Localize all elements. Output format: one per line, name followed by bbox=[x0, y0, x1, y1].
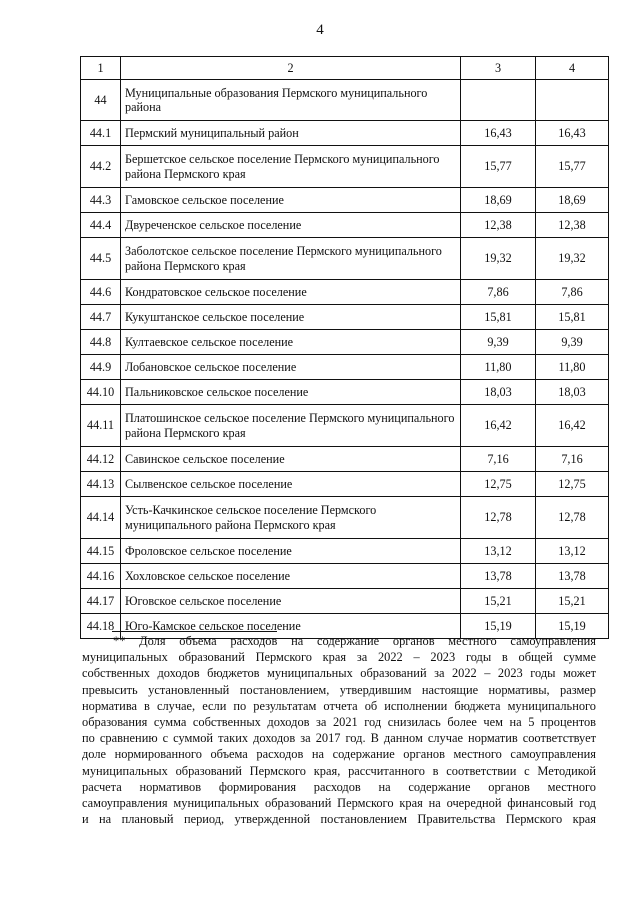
footnote-line: и на плановый период, утвержденной постановлением Правительства Пермского края bbox=[82, 812, 596, 827]
row-name-cell: Платошинское сельское поселение Пермского муниципального района Пермского края bbox=[121, 405, 461, 447]
norms-table bbox=[80, 56, 609, 639]
value-col4-cell: 12,78 bbox=[536, 497, 609, 539]
footnote-divider bbox=[112, 631, 277, 632]
row-name-cell: Кукуштанское сельское поселение bbox=[121, 305, 461, 330]
table-row bbox=[81, 146, 609, 188]
value-col3-cell: 15,77 bbox=[461, 146, 536, 188]
table-row bbox=[81, 188, 609, 213]
footnote-line: муниципальных образований Пермского края, рассчитанного в соответствии с Методикой bbox=[82, 763, 596, 778]
value-col3-cell: 7,16 bbox=[461, 447, 536, 472]
row-number-cell: 44.5 bbox=[81, 238, 121, 280]
table-row bbox=[81, 80, 609, 121]
value-col4-cell: 13,78 bbox=[536, 564, 609, 589]
row-name-cell: Двуреченское сельское поселение bbox=[121, 213, 461, 238]
header-cell: 1 bbox=[81, 57, 121, 80]
row-name-cell: Хохловское сельское поселение bbox=[121, 564, 461, 589]
header-cell: 2 bbox=[121, 57, 461, 80]
row-name-cell: Бершетское сельское поселение Пермского муниципального района Пермского края bbox=[121, 146, 461, 188]
value-col3-cell: 13,12 bbox=[461, 539, 536, 564]
value-col3-cell: 18,69 bbox=[461, 188, 536, 213]
value-col3-cell: 15,81 bbox=[461, 305, 536, 330]
value-col3-cell: 16,42 bbox=[461, 405, 536, 447]
row-number-cell: 44.3 bbox=[81, 188, 121, 213]
value-col4-cell: 18,69 bbox=[536, 188, 609, 213]
value-col3-cell: 15,19 bbox=[461, 614, 536, 639]
table-row bbox=[81, 355, 609, 380]
value-col3-cell: 11,80 bbox=[461, 355, 536, 380]
row-number-cell: 44.7 bbox=[81, 305, 121, 330]
value-col3-cell: 13,78 bbox=[461, 564, 536, 589]
value-col4-cell: 12,75 bbox=[536, 472, 609, 497]
row-number-cell: 44.10 bbox=[81, 380, 121, 405]
footnote-line: муниципальных образований Пермского края за 2022 – 2023 годы в общей сумме bbox=[82, 650, 596, 665]
table-row bbox=[81, 280, 609, 305]
value-col4-cell: 15,21 bbox=[536, 589, 609, 614]
table-header-row bbox=[81, 57, 609, 80]
row-number-cell: 44.11 bbox=[81, 405, 121, 447]
table-row bbox=[81, 564, 609, 589]
value-col4-cell: 15,81 bbox=[536, 305, 609, 330]
footnote-line: по сравнению с суммой таких доходов за 2017 год. В данном случае норматив соответствует bbox=[82, 731, 596, 746]
row-number-cell: 44.18 bbox=[81, 614, 121, 639]
row-number-cell: 44.2 bbox=[81, 146, 121, 188]
value-col3-cell: 9,39 bbox=[461, 330, 536, 355]
value-col4-cell: 16,43 bbox=[536, 121, 609, 146]
footnote-line: образования сумма собственных доходов за 2021 год снизилась более чем на 5 процентов bbox=[82, 715, 596, 730]
row-number-cell: 44.9 bbox=[81, 355, 121, 380]
table-row bbox=[81, 497, 609, 539]
row-number-cell: 44.13 bbox=[81, 472, 121, 497]
row-name-cell: Пальниковское сельское поселение bbox=[121, 380, 461, 405]
value-col4-cell: 13,12 bbox=[536, 539, 609, 564]
row-name-cell: Фроловское сельское поселение bbox=[121, 539, 461, 564]
value-col4-cell: 7,86 bbox=[536, 280, 609, 305]
row-name-cell: Юговское сельское поселение bbox=[121, 589, 461, 614]
value-col3-cell: 18,03 bbox=[461, 380, 536, 405]
value-col4-cell: 11,80 bbox=[536, 355, 609, 380]
table-row bbox=[81, 589, 609, 614]
footnote-line: норматива в случае, если по результатам отчета об исполнении бюджета муниципального bbox=[82, 698, 596, 713]
footnote-line: собственных доходов бюджетов муниципальных образований за 2022 – 2023 годы может bbox=[82, 666, 596, 681]
table-row bbox=[81, 305, 609, 330]
row-number-cell: 44.12 bbox=[81, 447, 121, 472]
row-number-cell: 44.4 bbox=[81, 213, 121, 238]
value-col3-cell: 16,43 bbox=[461, 121, 536, 146]
row-number-cell: 44.15 bbox=[81, 539, 121, 564]
table-row bbox=[81, 213, 609, 238]
value-col4-cell bbox=[536, 80, 609, 121]
table-row bbox=[81, 238, 609, 280]
row-number-cell: 44.1 bbox=[81, 121, 121, 146]
value-col4-cell: 16,42 bbox=[536, 405, 609, 447]
row-number-cell: 44.17 bbox=[81, 589, 121, 614]
row-number-cell: 44.8 bbox=[81, 330, 121, 355]
footnote bbox=[82, 633, 596, 827]
footnote-line: самоуправления муниципальных образований Пермского края на очередной финансовый год bbox=[82, 796, 596, 811]
page-number: 4 bbox=[316, 22, 324, 38]
header-cell: 3 bbox=[461, 57, 536, 80]
header-cell: 4 bbox=[536, 57, 609, 80]
value-col4-cell: 7,16 bbox=[536, 447, 609, 472]
value-col4-cell: 15,19 bbox=[536, 614, 609, 639]
footnote-line: превысить установленный постановлением, утвердившим настоящие нормативы, размер bbox=[82, 682, 596, 697]
footnote-line: расчета нормативов формирования расходов на содержание органов местного bbox=[82, 779, 596, 794]
table-row bbox=[81, 405, 609, 447]
value-col4-cell: 12,38 bbox=[536, 213, 609, 238]
value-col4-cell: 9,39 bbox=[536, 330, 609, 355]
value-col3-cell: 12,78 bbox=[461, 497, 536, 539]
footnote-line: ** Доля объема расходов на содержание органов местного самоуправления bbox=[113, 634, 596, 648]
table-row bbox=[81, 447, 609, 472]
value-col3-cell: 19,32 bbox=[461, 238, 536, 280]
table-row bbox=[81, 472, 609, 497]
value-col4-cell: 15,77 bbox=[536, 146, 609, 188]
value-col3-cell: 15,21 bbox=[461, 589, 536, 614]
row-name-cell: Сылвенское сельское поселение bbox=[121, 472, 461, 497]
row-name-cell: Заболотское сельское поселение Пермского муниципального района Пермского края bbox=[121, 238, 461, 280]
table-row bbox=[81, 330, 609, 355]
table-row bbox=[81, 121, 609, 146]
row-name-cell: Култаевское сельское поселение bbox=[121, 330, 461, 355]
row-name-cell: Юго-Камское сельское поселение bbox=[121, 614, 461, 639]
row-name-cell: Лобановское сельское поселение bbox=[121, 355, 461, 380]
row-name-cell: Муниципальные образования Пермского муниципального района bbox=[121, 80, 461, 121]
row-name-cell: Гамовское сельское поселение bbox=[121, 188, 461, 213]
table-row bbox=[81, 539, 609, 564]
table-row bbox=[81, 380, 609, 405]
value-col3-cell: 12,38 bbox=[461, 213, 536, 238]
row-number-cell: 44.6 bbox=[81, 280, 121, 305]
row-name-cell: Савинское сельское поселение bbox=[121, 447, 461, 472]
value-col3-cell: 7,86 bbox=[461, 280, 536, 305]
row-name-cell: Кондратовское сельское поселение bbox=[121, 280, 461, 305]
row-number-cell: 44 bbox=[81, 80, 121, 121]
value-col3-cell bbox=[461, 80, 536, 121]
value-col4-cell: 19,32 bbox=[536, 238, 609, 280]
row-name-cell: Усть-Качкинское сельское поселение Пермского муниципального района Пермского края bbox=[121, 497, 461, 539]
value-col4-cell: 18,03 bbox=[536, 380, 609, 405]
footnote-line: доле нормированного объема расходов на содержание органов местного самоуправления bbox=[82, 747, 596, 762]
row-number-cell: 44.14 bbox=[81, 497, 121, 539]
value-col3-cell: 12,75 bbox=[461, 472, 536, 497]
row-name-cell: Пермский муниципальный район bbox=[121, 121, 461, 146]
row-number-cell: 44.16 bbox=[81, 564, 121, 589]
